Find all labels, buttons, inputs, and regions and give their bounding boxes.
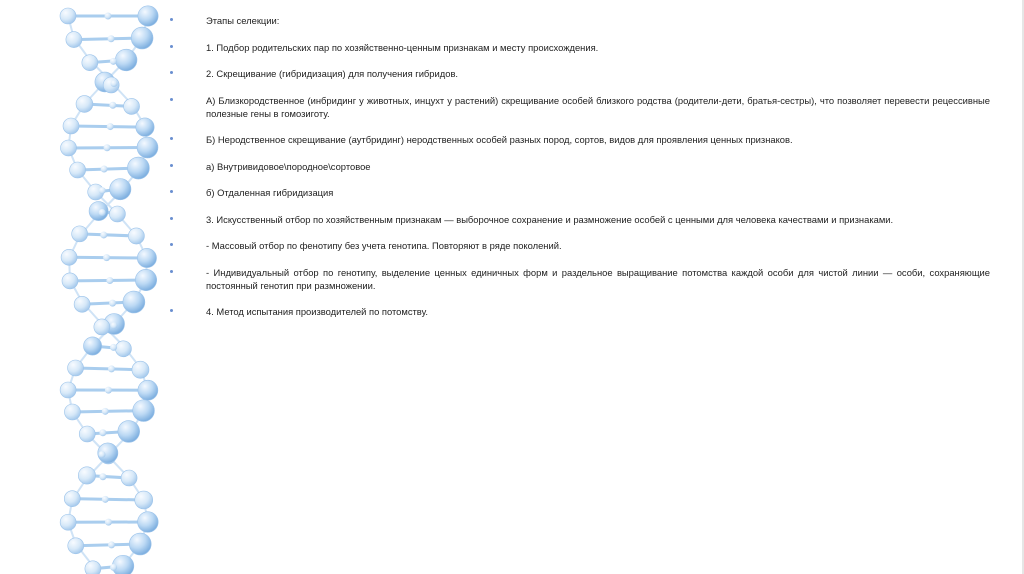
dna-sphere [72,226,88,242]
bullet-dot-icon [170,190,173,193]
dna-sphere [82,55,98,71]
dna-sphere [137,137,158,158]
dna-sphere [129,533,151,555]
dna-bead [99,451,106,458]
list-item-text: Б) Неродственное скрещивание (аутбридинг) неродственных особей разных пород, сортов, видов для проявления ценных признаков. [206,134,793,145]
dna-sphere [70,162,86,178]
list-item-text: 3. Искусственный отбор по хозяйственным признакам — выборочное сохранение и размножение особей с ценными для человека качествами и признаками. [206,213,894,225]
dna-sphere [137,248,156,267]
dna-bead [109,102,116,109]
dna-sphere [60,8,76,24]
dna-bead [110,564,117,571]
list-item-text: Этапы селекции: [206,15,280,26]
bullet-dot-icon [170,243,173,246]
list-item [168,213,990,226]
list-item [168,305,990,318]
dna-bead [109,300,116,307]
bullet-dot-icon [170,270,173,273]
dna-bead [99,429,106,436]
dna-sphere [94,319,110,335]
dna-sphere [123,291,145,313]
list-item-text: б) Отдаленная гибридизация [206,187,334,198]
dna-sphere [64,491,80,507]
dna-bead [105,387,112,394]
dna-sphere [128,228,144,244]
dna-sphere [138,512,159,533]
dna-sphere [60,382,76,398]
dna-bead [110,58,117,65]
dna-sphere [127,157,149,179]
dna-sphere [133,400,155,422]
list-item [168,239,990,252]
dna-sphere [83,337,101,355]
dna-sphere [78,467,95,484]
list-item [168,41,990,54]
list-item-text: 4. Метод испытания производителей по потомству. [206,306,428,317]
bullet-dot-icon [170,45,173,48]
dna-sphere [136,118,154,136]
dna-sphere [138,6,158,26]
dna-sphere [63,118,79,134]
dna-bead [108,365,115,372]
bullet-dot-icon [170,98,173,101]
dna-rod [80,234,137,236]
dna-bead [107,123,114,130]
dna-sphere [132,361,149,378]
dna-sphere [124,98,140,114]
list-item [168,14,990,27]
list-item-text: а) Внутривидовое\породное\сортовое [206,160,371,172]
dna-sphere [110,178,131,199]
dna-sphere [85,561,101,574]
dna-sphere [131,27,153,49]
dna-sphere [135,269,156,290]
dna-bead [108,35,115,42]
list-item-text: 1. Подбор родительских пар по хозяйственно-ценным признакам и месту происхождения. [206,41,599,53]
dna-sphere [61,140,77,156]
dna-bead [99,187,106,194]
dna-sphere [121,470,137,486]
list-item [168,266,990,292]
list-item [168,186,990,199]
dna-bead [100,231,107,238]
dna-bead [105,519,112,526]
dna-sphere [68,538,84,554]
content-list [168,14,990,332]
dna-bead [102,408,109,415]
list-item [168,94,990,120]
dna-bead [103,254,110,261]
dna-bead [106,277,113,284]
dna-bead [99,209,106,216]
list-item [168,160,990,173]
dna-sphere [66,32,82,48]
dna-sphere [76,96,93,113]
dna-sphere [79,426,95,442]
dna-bead [101,166,108,173]
dna-sphere [115,341,131,357]
dna-sphere [64,404,80,420]
list-item [168,133,990,146]
dna-sphere [68,360,84,376]
dna-rod [76,368,141,370]
dna-sphere [109,206,125,222]
bullet-dot-icon [170,18,173,21]
list-item-text: А) Близкородственное (инбридинг у животных, инцухт у растений) скрещивание особей близкого родства (родители-дети, братья-сестры), что позволяет перевести рецессивные полезные гены в гомозиготу. [206,94,990,119]
dna-sphere [60,514,76,530]
dna-bead [105,13,112,20]
dna-bead [99,473,106,480]
bullet-dot-icon [170,309,173,312]
dna-sphere [61,249,77,265]
dna-bead [110,322,117,329]
bullet-dot-icon [170,71,173,74]
dna-bead [108,541,115,548]
dna-sphere [138,380,158,400]
list-item-text: 2. Скрещивание (гибридизация) для получения гибридов. [206,68,459,79]
dna-bead [104,144,111,151]
dna-bead [102,496,109,503]
bullet-dot-icon [170,137,173,140]
list-item-text: - Массовый отбор по фенотипу без учета генотипа. Повторяют в ряде поколений. [206,240,562,251]
dna-sphere [135,491,153,509]
dna-sphere [74,296,90,312]
dna-bead [110,80,117,87]
dna-sphere [115,49,137,71]
dna-sphere [62,273,78,289]
list-item-text: - Индивидуальный отбор по генотипу, выделение ценных единичных форм и раздельное выращивание потомства каждой особи для чистой линии — особи, сохраняющие постоянный генотип при размножении. [206,266,990,291]
dna-sphere [118,421,140,443]
bullet-dot-icon [170,164,173,167]
dna-bead [110,344,117,351]
list-item [168,67,990,80]
bullet-dot-icon [170,217,173,220]
